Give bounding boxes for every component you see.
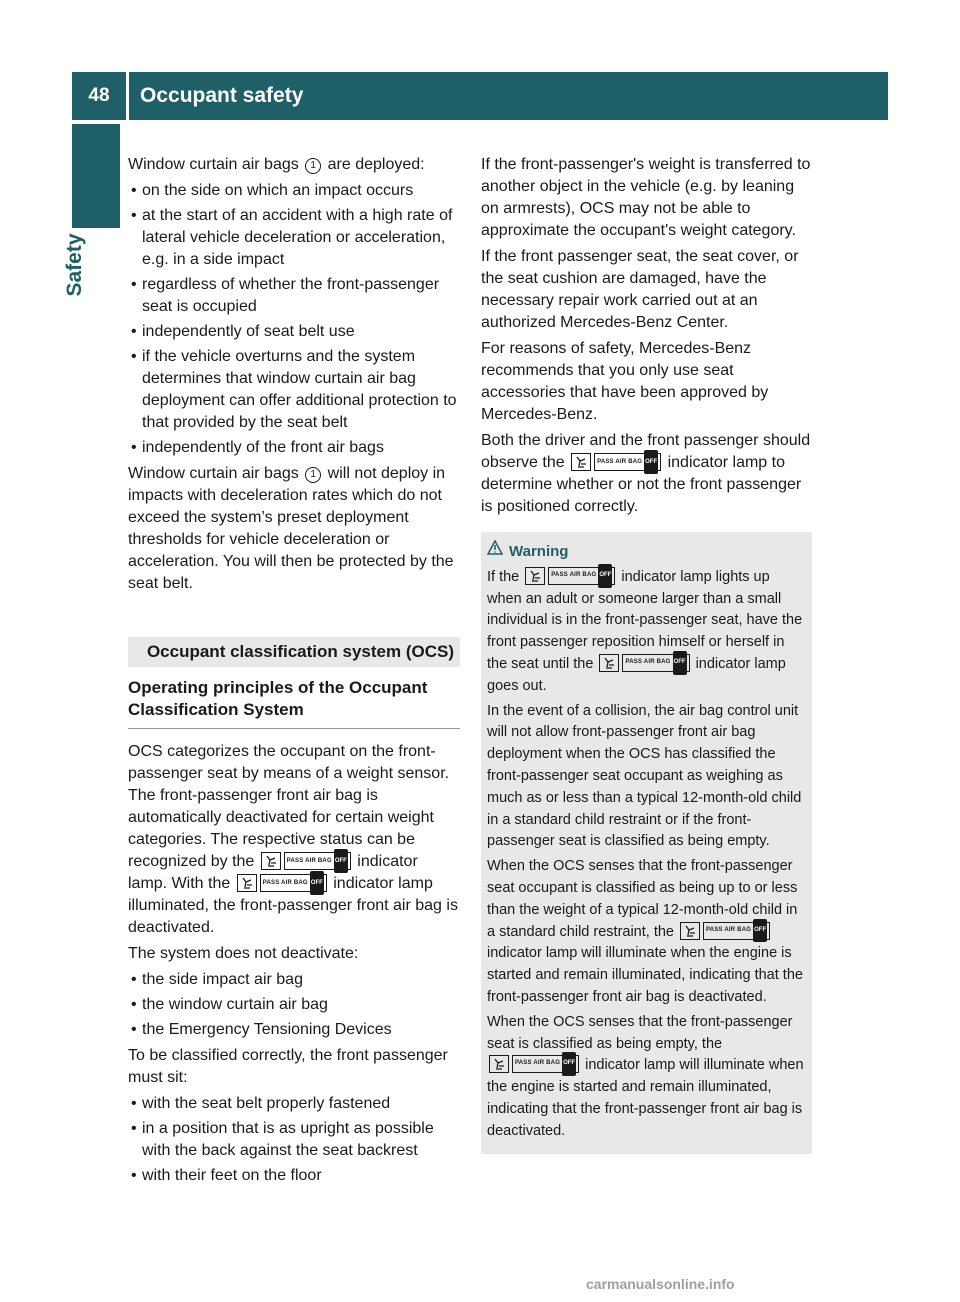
deploy-list — [128, 180, 460, 459]
paragraph: If the front passenger seat, the seat cover, or the seat cushion are damaged, have the necessary repair work carried out at an authorized Mercedes-Benz Center. — [481, 248, 799, 331]
section-heading: Occupant classification system (OCS) — [128, 637, 460, 667]
pass-air-bag-off-indicator-icon: PASS AIR BAG OFF — [237, 874, 327, 892]
right-column — [481, 154, 812, 1154]
pass-air-bag-off-indicator-icon: PASS AIR BAG OFF — [680, 922, 770, 940]
subheading: Operating principles of the Occupant Classification System — [128, 677, 460, 729]
child-seat-icon — [237, 874, 257, 892]
no-deploy-paragraph: Window curtain air bags 1 will not deploy in impacts with deceleration rates which do not exceed the system’s preset deployment thresholds for vehicle deceleration or acceleration. You will then be protected by the seat belt. — [128, 465, 454, 592]
child-seat-icon — [571, 453, 591, 471]
sit-list — [128, 1093, 460, 1187]
ocs-paragraph: OCS categorizes the occupant on the front-passenger seat by means of a weight sensor. The front-passenger front air bag is automatically deactivated for certain weight categories. The respective status can be recognized by the PASS AIR BAG OFF indicator lamp. With the PASS AIR BAG OFF indicator lamp illuminated, the front-passenger front air bag is deactivated. — [128, 743, 458, 936]
list-item: • with the seat belt properly fastened — [128, 1093, 460, 1115]
pass-air-bag-off-indicator-icon: PASS AIR BAG OFF — [599, 654, 689, 672]
warning-paragraph: If the PASS AIR BAG OFF indicator lamp lights up when an adult or someone larger than a small individual is in the front-passenger seat, have the front passenger reposition himself or herself in the seat until the PASS AIR BAG OFF indicator lamp goes out. — [487, 567, 806, 698]
callout-1-icon: 1 — [305, 158, 321, 174]
list-item: • regardless of whether the front-passenger seat is occupied — [128, 274, 460, 318]
warning-paragraph: In the event of a collision, the air bag control unit will not allow front-passenger front air bag deployment when the OCS has classified the front-passenger seat occupant as weighing as much as or less than a typical 12-month-old child in a standard child restraint or if the front-passenger seat is classified as being empty. — [487, 702, 802, 850]
list-item: • in a position that is as upright as possible with the back against the seat backrest — [128, 1118, 460, 1162]
warning-label: Warning — [509, 542, 569, 560]
not-deactivate-intro: The system does not deactivate: — [128, 945, 359, 962]
warning-box — [481, 532, 812, 1154]
pass-air-bag-off-indicator-icon: PASS AIR BAG OFF — [571, 453, 661, 471]
page-header — [72, 72, 888, 120]
list-item: • independently of the front air bags — [128, 437, 460, 459]
list-item: • with their feet on the floor — [128, 1165, 460, 1187]
warning-header — [487, 540, 806, 563]
list-item: • the side impact air bag — [128, 969, 460, 991]
not-deactivate-list — [128, 969, 460, 1041]
side-tab — [72, 124, 120, 228]
pass-air-bag-off-indicator-icon: PASS AIR BAG OFF — [489, 1055, 579, 1073]
warning-paragraph: When the OCS senses that the front-passenger seat occupant is classified as being up to or less than the weight of a typical 12-month-old child in a standard child restraint, the PASS AIR BAG OFF indicator lamp will illuminate when the engine is started and remain illuminated, indicating that the front-passenger front air bag is deactivated. — [487, 858, 803, 1005]
sit-intro: To be classified correctly, the front passenger must sit: — [128, 1047, 448, 1086]
callout-1-icon: 1 — [305, 467, 321, 483]
child-seat-icon — [525, 567, 545, 585]
child-seat-icon — [599, 654, 619, 672]
side-tab-label: Safety — [63, 233, 86, 297]
page-number: 48 — [88, 85, 110, 106]
pass-air-bag-off-indicator-icon: PASS AIR BAG OFF — [261, 852, 351, 870]
list-item: • the window curtain air bag — [128, 994, 460, 1016]
curtain-intro: Window curtain air bags 1 are deployed: — [128, 156, 425, 173]
left-column — [128, 154, 460, 1191]
header-divider — [126, 72, 129, 120]
list-item: • on the side on which an impact occurs — [128, 180, 460, 202]
list-item: • the Emergency Tensioning Devices — [128, 1019, 460, 1041]
warning-paragraph: When the OCS senses that the front-passenger seat is classified as being empty, the PASS AIR BAG OFF indicator lamp will illuminate when the engine is started and remain illuminated, indicating that the front-passenger front air bag is deactivated. — [487, 1013, 804, 1139]
paragraph: If the front-passenger's weight is transferred to another object in the vehicle (e.g. by leaning on armrests), OCS may not be able to approximate the occupant's weight category. — [481, 156, 811, 239]
warning-triangle-icon — [487, 540, 503, 563]
list-item: • if the vehicle overturns and the system determines that window curtain air bag deployment can offer additional protection to that provided by the seat belt — [128, 346, 460, 434]
list-item: • independently of seat belt use — [128, 321, 460, 343]
child-seat-icon — [489, 1055, 509, 1073]
paragraph: Both the driver and the front passenger should observe the PASS AIR BAG OFF indicator lamp to determine whether or not the front passenger is positioned correctly. — [481, 432, 811, 515]
child-seat-icon — [680, 922, 700, 940]
paragraph: For reasons of safety, Mercedes-Benz recommends that you only use seat accessories that have been approved by Mercedes-Benz. — [481, 340, 769, 423]
watermark: carmanualsonline.info — [586, 1276, 735, 1292]
page-title: Occupant safety — [140, 84, 304, 107]
pass-air-bag-off-indicator-icon: PASS AIR BAG OFF — [525, 567, 615, 585]
list-item: • at the start of an accident with a high rate of lateral vehicle deceleration or acceleration, e.g. in a side impact — [128, 205, 460, 271]
child-seat-icon — [261, 852, 281, 870]
